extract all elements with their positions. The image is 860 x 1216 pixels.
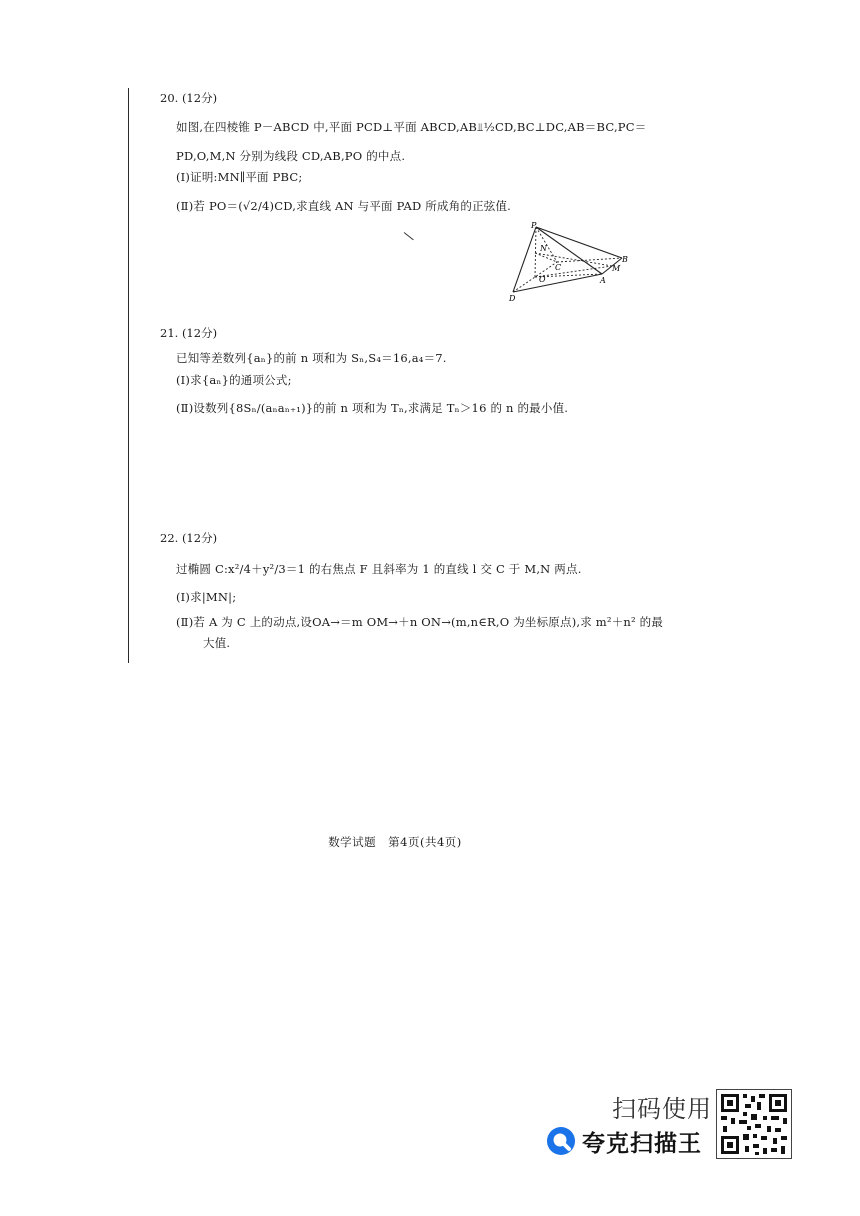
brand-logo <box>546 1124 702 1158</box>
q21-part2: (Ⅱ)设数列{8Sₙ/(aₙaₙ₊₁)}的前 n 项和为 Tₙ,求满足 Tₙ＞16 的 n 的最小值. <box>176 401 569 415</box>
q20-number: 20. (12分) <box>160 91 218 105</box>
label-o: O <box>539 275 546 284</box>
page-margin-line <box>128 88 129 663</box>
q20-stem-line2: PD,O,M,N 分别为线段 CD,AB,PO 的中点. <box>176 149 406 163</box>
stray-pen-mark <box>404 232 414 240</box>
q22-part1: (Ⅰ)求|MN|; <box>176 590 237 604</box>
label-m: M <box>612 264 621 273</box>
q22-part2-line1: (Ⅱ)若 A 为 C 上的动点,设OA→＝m OM→＋n ON→(m,n∈R,O 为坐标原点),求 m²＋n² 的最 <box>176 615 664 629</box>
label-n: N <box>540 244 547 253</box>
pyramid-figure <box>505 222 635 306</box>
q22-number: 22. (12分) <box>160 531 218 545</box>
qr-code-icon[interactable] <box>716 1089 792 1159</box>
brand-name: 夸克扫描王 <box>582 1130 702 1157</box>
label-p: P <box>531 222 537 230</box>
quark-logo-icon <box>546 1126 576 1156</box>
label-d: D <box>509 294 516 302</box>
q20-part1: (Ⅰ)证明:MN∥平面 PBC; <box>176 170 303 184</box>
q21-number: 21. (12分) <box>160 326 218 340</box>
q20-part2: (Ⅱ)若 PO＝(√2/4)CD,求直线 AN 与平面 PAD 所成角的正弦值. <box>176 199 512 213</box>
label-a: A <box>600 276 606 285</box>
label-c: C <box>555 263 562 272</box>
q21-part1: (Ⅰ)求{aₙ}的通项公式; <box>176 373 292 387</box>
label-b: B <box>622 255 628 264</box>
page-footer: 数学试题 第4页(共4页) <box>328 835 462 849</box>
q20-stem-line1: 如图,在四棱锥 P－ABCD 中,平面 PCD⊥平面 ABCD,AB⫫½CD,BC⊥DC,AB＝BC,PC＝ <box>176 120 647 134</box>
scan-to-use-text: 扫码使用 <box>612 1095 712 1123</box>
q22-part2-line2: 大值. <box>203 636 231 650</box>
q21-stem: 已知等差数列{aₙ}的前 n 项和为 Sₙ,S₄＝16,a₄＝7. <box>176 351 447 365</box>
q22-stem: 过椭圆 C:x²/4＋y²/3＝1 的右焦点 F 且斜率为 1 的直线 l 交 C 于 M,N 两点. <box>176 562 582 576</box>
